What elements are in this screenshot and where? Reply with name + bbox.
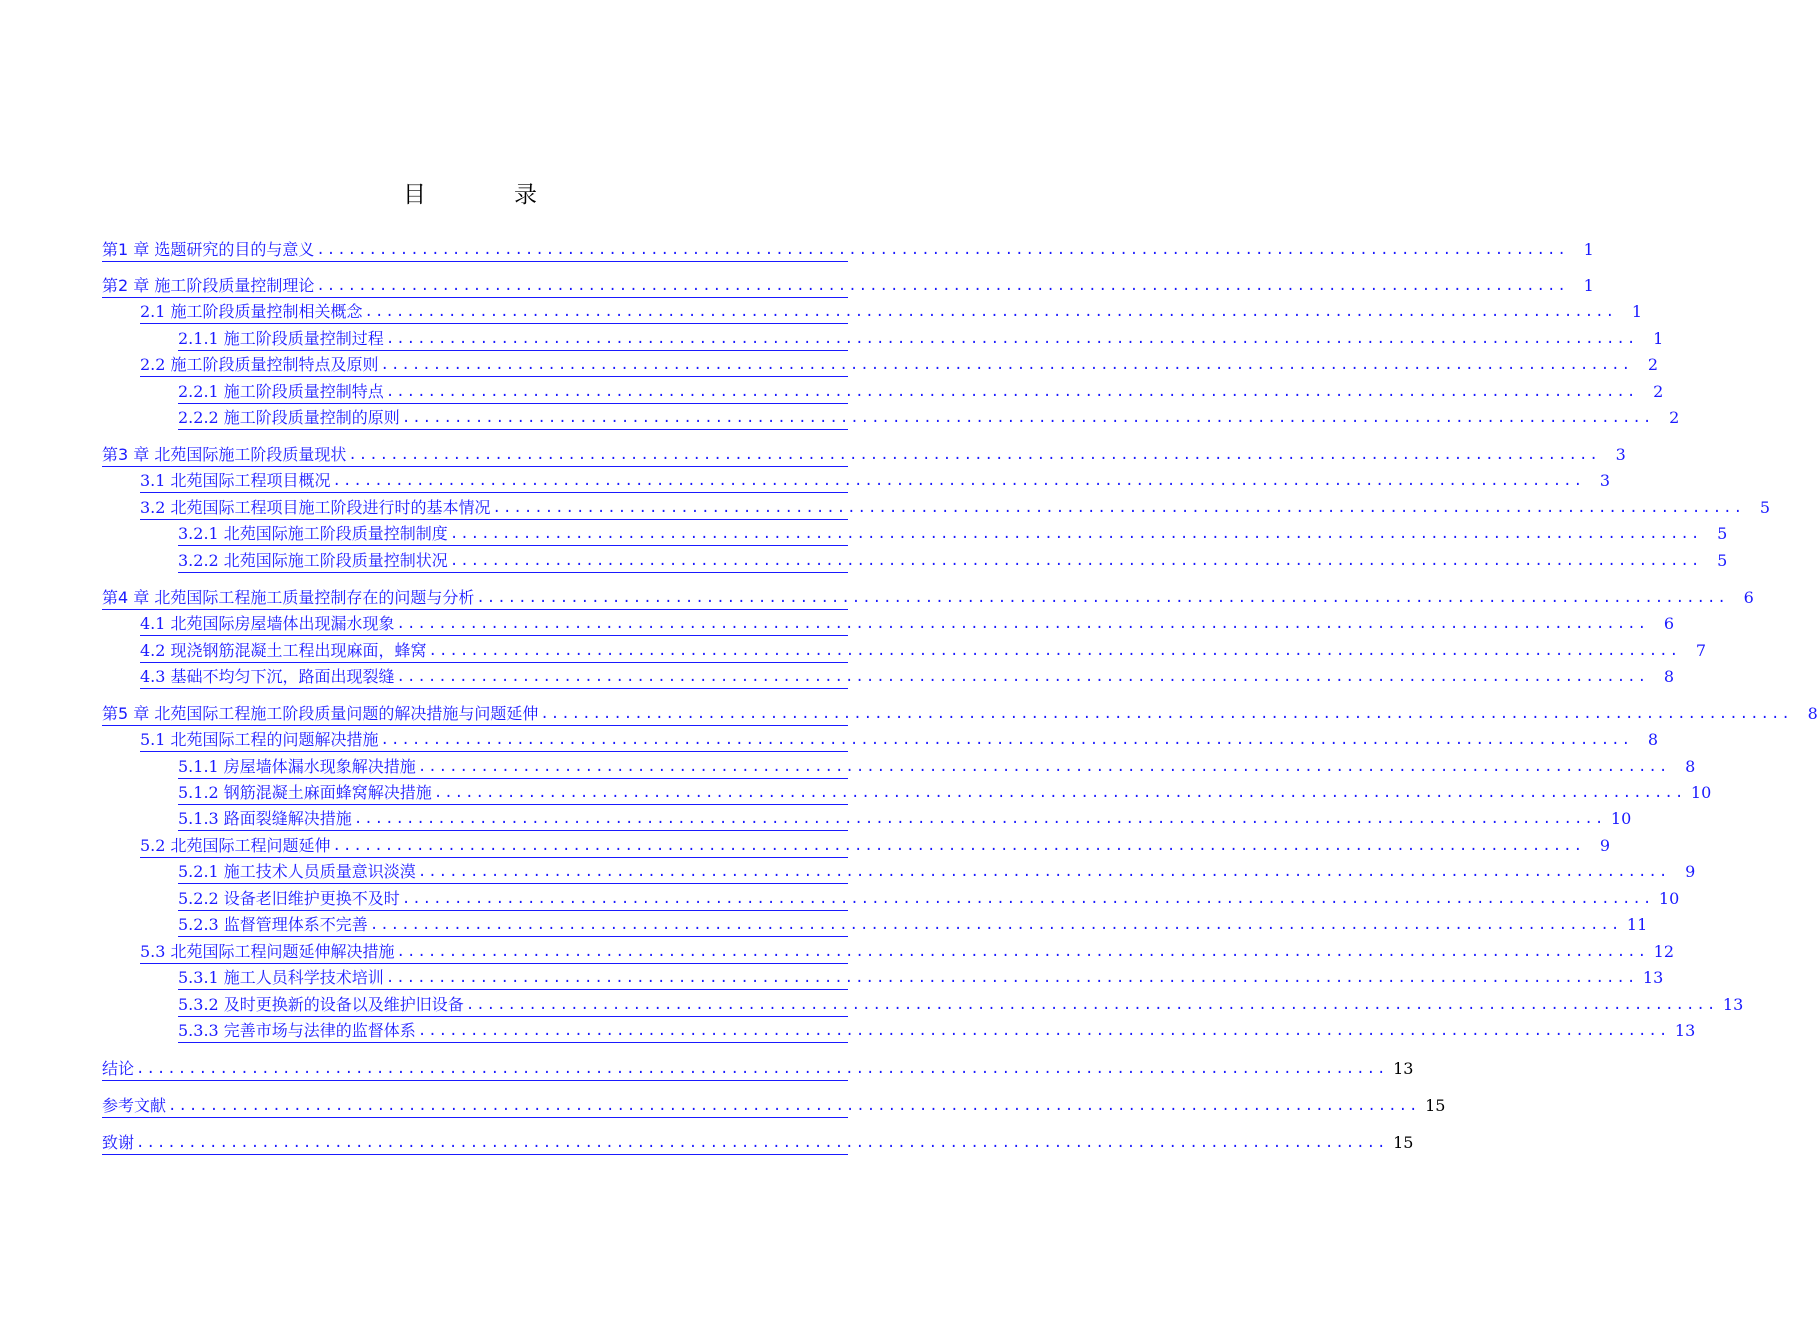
toc-entry[interactable] [102,443,1626,467]
toc-leader-dots: ........................................................................................................................ [353,811,1606,827]
toc-leader-dots: ........................................................................................................................ [449,553,1702,569]
toc-leader-dots: ........................................................................................................................ [433,785,1686,801]
toc-entry-page: 3 [1615,445,1626,464]
toc-leader-dots: ........................................................................................................................ [168,1098,1420,1114]
toc-leader-dots: ........................................................................................................................ [316,242,1568,258]
toc-entry[interactable] [178,755,1696,779]
toc-entry[interactable] [178,807,1632,831]
toc-leader-dots: ........................................................................................................................ [396,944,1648,960]
toc-entry-label: 3.2.1 北苑国际施工阶段质量控制制度 [178,524,448,543]
toc-entry-page: 13 [1674,1021,1696,1040]
toc-entry-label: 2.2.2 施工阶段质量控制的原则 [178,408,400,427]
toc-title-left: 目 [403,182,514,208]
toc-entry-page: 12 [1653,942,1674,961]
toc-entry[interactable] [140,834,1610,858]
toc-leader-dots: ........................................................................................................................ [401,410,1654,426]
toc-entry-label: 3.1 北苑国际工程项目概况 [140,471,331,490]
toc-entry[interactable] [178,549,1728,573]
toc-entry[interactable] [140,353,1658,377]
toc-entry-label: 5.1.2 钢筋混凝土麻面蜂窝解决措施 [178,783,432,802]
toc-entry-label: 5.3.3 完善市场与法律的监督体系 [178,1021,416,1040]
toc-entry[interactable] [102,274,1594,298]
toc-entry-label: 3.2 北苑国际工程项目施工阶段进行时的基本情况 [140,498,491,517]
toc-entry-page: 6 [1663,614,1674,633]
toc-leader-dots: ........................................................................................................................ [476,590,1728,606]
toc-entry-page: 2 [1669,408,1680,427]
toc-entry-page: 8 [1685,757,1696,776]
toc-entry[interactable] [102,1094,1446,1118]
toc-entry[interactable] [178,1019,1696,1043]
toc-leader-dots: ........................................................................................................................ [136,1135,1388,1151]
toc-leader-dots: ........................................................................................................................ [396,669,1648,685]
toc-entry-page: 2 [1653,382,1664,401]
toc-entry[interactable] [140,612,1674,636]
toc-entry-page: 1 [1653,329,1664,348]
toc-entry-page: 9 [1685,862,1696,881]
toc-entry-label: 5.1 北苑国际工程的问题解决措施 [140,730,379,749]
toc-entry[interactable] [140,496,1770,520]
toc-entry[interactable] [140,728,1658,752]
toc-entry-label: 2.1 施工阶段质量控制相关概念 [140,302,363,321]
toc-entry-page: 6 [1743,588,1754,607]
toc-entry[interactable] [140,469,1610,493]
toc-entry[interactable] [178,327,1664,351]
toc-entry-label: 4.3 基础不均匀下沉，路面出现裂缝 [140,667,395,686]
toc-entry-page: 8 [1647,730,1658,749]
toc-title-right: 录 [514,182,625,208]
toc-leader-dots: ........................................................................................................................ [369,917,1622,933]
toc-entry-label: 第3 章 北苑国际施工阶段质量现状 [102,445,347,464]
toc-leader-dots: ........................................................................................................................ [364,304,1616,320]
toc-leader-dots: ........................................................................................................................ [401,891,1654,907]
toc-entry-page: 8 [1663,667,1674,686]
toc-entry-page: 15 [1425,1096,1446,1115]
toc-entry-label: 5.2.2 设备老旧维护更换不及时 [178,889,400,908]
toc-entry-page: 10 [1690,783,1712,802]
toc-leader-dots: ........................................................................................................................ [449,526,1702,542]
toc-entry[interactable] [102,238,1594,262]
toc-entry[interactable] [102,1057,1414,1081]
toc-entry-label: 5.2 北苑国际工程问题延伸 [140,836,331,855]
toc-entry[interactable] [140,665,1674,689]
toc-leader-dots: ........................................................................................................................ [540,706,1792,722]
toc-entry-label: 5.1.1 房屋墙体漏水现象解决措施 [178,757,416,776]
toc-entry-page: 13 [1393,1059,1414,1078]
toc-entry-page: 10 [1610,809,1632,828]
toc-entry-page: 2 [1647,355,1658,374]
toc-entry-label: 5.1.3 路面裂缝解决措施 [178,809,352,828]
toc-leader-dots: ........................................................................................................................ [417,759,1670,775]
toc-entry[interactable] [102,702,1818,726]
toc-leader-dots: ........................................................................................................................ [380,732,1632,748]
toc-entry-label: 5.2.3 监督管理体系不完善 [178,915,368,934]
toc-leader-dots: ........................................................................................................................ [465,997,1718,1013]
toc-entry[interactable] [178,380,1664,404]
toc-entry-page: 5 [1759,498,1770,517]
toc-entry[interactable] [178,406,1680,430]
toc-leader-dots: ........................................................................................................................ [396,616,1648,632]
toc-leader-dots: ........................................................................................................................ [136,1061,1388,1077]
toc-entry-label: 2.2 施工阶段质量控制特点及原则 [140,355,379,374]
toc-entry-page: 13 [1722,995,1744,1014]
toc-entry-label: 2.2.1 施工阶段质量控制特点 [178,382,384,401]
toc-entry-label: 第2 章 施工阶段质量控制理论 [102,276,315,295]
toc-entry[interactable] [140,940,1674,964]
toc-entry-label: 5.3.1 施工人员科学技术培训 [178,968,384,987]
toc-entry-page: 7 [1695,641,1706,660]
toc-entry-label: 4.1 北苑国际房屋墙体出现漏水现象 [140,614,395,633]
toc-entry-label: 第1 章 选题研究的目的与意义 [102,240,315,259]
toc-entry-page: 9 [1599,836,1610,855]
toc-entry[interactable] [178,781,1712,805]
toc-entry-label: 第5 章 北苑国际工程施工阶段质量问题的解决措施与问题延伸 [102,704,539,723]
toc-entry-page: 1 [1583,240,1594,259]
toc-leader-dots: ........................................................................................................................ [348,447,1600,463]
toc-entry-page: 11 [1626,915,1648,934]
toc-entry[interactable] [178,993,1744,1017]
toc-entry-label: 5.3 北苑国际工程问题延伸解决措施 [140,942,395,961]
toc-entry-label: 致谢 [102,1133,135,1152]
toc-entry[interactable] [178,860,1696,884]
toc-leader-dots: ........................................................................................................................ [428,643,1680,659]
toc-leader-dots: ........................................................................................................................ [385,384,1638,400]
toc-leader-dots: ........................................................................................................................ [316,278,1568,294]
toc-entry[interactable] [102,586,1754,610]
toc-entry-label: 结论 [102,1059,135,1078]
toc-leader-dots: ........................................................................................................................ [380,357,1632,373]
toc-entry-page: 15 [1393,1133,1414,1152]
toc-entry-label: 3.2.2 北苑国际施工阶段质量控制状况 [178,551,448,570]
toc-entry[interactable] [140,300,1642,324]
toc-leader-dots: ........................................................................................................................ [385,331,1638,347]
toc-entry-page: 5 [1717,524,1728,543]
toc-entry[interactable] [178,966,1664,990]
toc-entry-label: 5.2.1 施工技术人员质量意识淡漠 [178,862,416,881]
toc-entry-label: 第4 章 北苑国际工程施工质量控制存在的问题与分析 [102,588,475,607]
toc-entry-label: 参考文献 [102,1096,167,1115]
toc-entry-page: 8 [1807,704,1818,723]
toc-entry[interactable] [178,522,1728,546]
toc-leader-dots: ........................................................................................................................ [332,473,1584,489]
toc-leader-dots: ........................................................................................................................ [417,864,1670,880]
toc-entry-page: 1 [1583,276,1594,295]
toc-entry-page: 3 [1599,471,1610,490]
toc-entry-page: 13 [1642,968,1664,987]
toc-entry[interactable] [140,639,1706,663]
toc-leader-dots: ........................................................................................................................ [385,970,1638,986]
toc-entry-page: 5 [1717,551,1728,570]
toc-entry-page: 1 [1631,302,1642,321]
toc-entry-label: 2.1.1 施工阶段质量控制过程 [178,329,384,348]
toc-entry[interactable] [178,887,1680,911]
toc-entry[interactable] [178,913,1648,937]
toc-leader-dots: ........................................................................................................................ [492,500,1744,516]
toc-entry-label: 4.2 现浇钢筋混凝土工程出现麻面，蜂窝 [140,641,427,660]
toc-entry-page: 10 [1658,889,1680,908]
toc-entry[interactable] [102,1131,1414,1155]
toc-leader-dots: ........................................................................................................................ [332,838,1584,854]
toc-entry-label: 5.3.2 及时更换新的设备以及维护旧设备 [178,995,464,1014]
toc-leader-dots: ........................................................................................................................ [417,1023,1670,1039]
